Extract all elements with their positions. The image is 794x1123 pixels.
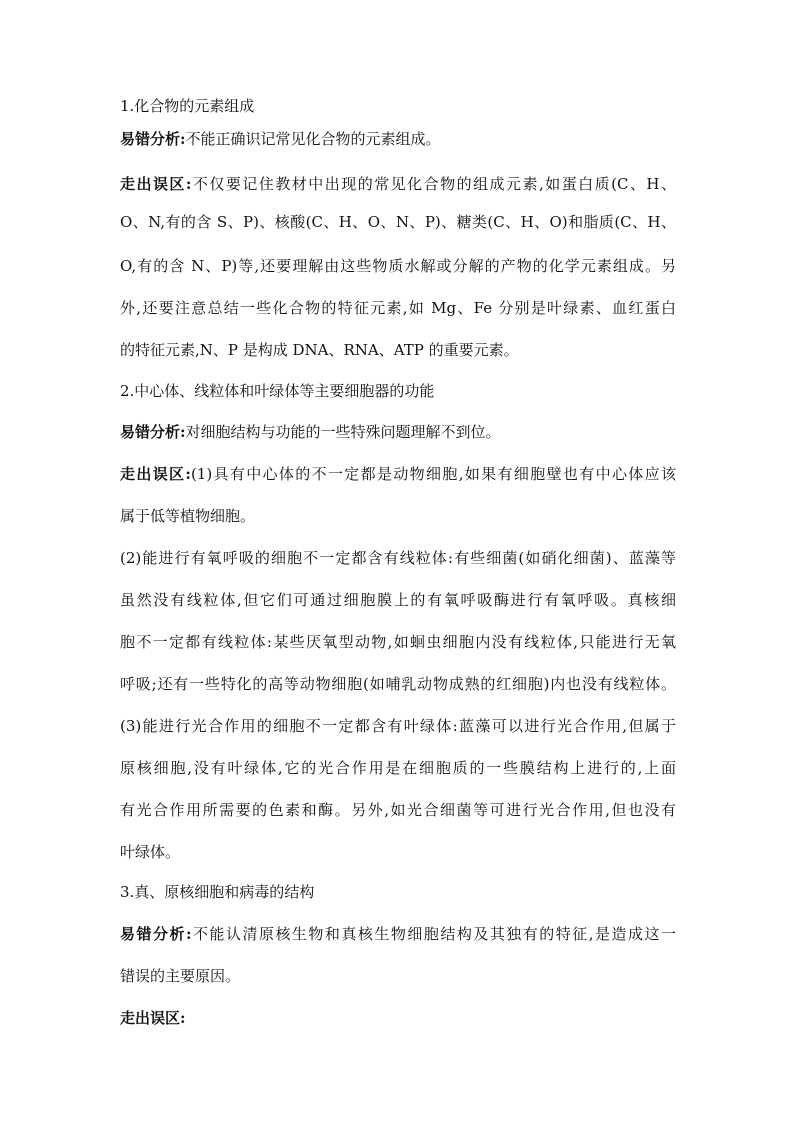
section-3-analysis-line-2: 错误的主要原因。 xyxy=(120,967,241,985)
section-2-correction-line-4: 虽然没有线粒体,但它们可通过细胞膜上的有氧呼吸酶进行有氧呼吸。真核细 xyxy=(120,591,676,609)
section-2-correction-line-10: 叶绿体。 xyxy=(120,843,181,861)
section-1-correction-line-2: O、N,有的含 S、P)、核酸(C、H、O、N、P)、糖类(C、H、O)和脂质(C、H、 xyxy=(120,213,676,231)
section-3-correction xyxy=(120,1008,186,1028)
section-2-correction-line-2: 属于低等植物细胞。 xyxy=(120,507,256,525)
section-2-correction-line-1: 走出误区:(1)具有中心体的不一定都是动物细胞,如果有细胞壁也有中心体应该 xyxy=(120,465,676,483)
section-2-correction-line-6: 呼吸;还有一些特化的高等动物细胞(如哺乳动物成熟的红细胞)内也没有线粒体。 xyxy=(120,675,676,693)
section-1-correction-line-1: 走出误区:不仅要记住教材中出现的常见化合物的组成元素,如蛋白质(C、H、 xyxy=(120,175,676,193)
section-1-heading: 1.化合物的元素组成 xyxy=(120,97,255,115)
section-2-heading: 2.中心体、线粒体和叶绿体等主要细胞器的功能 xyxy=(120,382,435,400)
section-1-correction-line-4: 外,还要注意总结一些化合物的特征元素,如 Mg、Fe 分别是叶绿素、血红蛋白 xyxy=(120,299,676,317)
analysis-text: 不能正确识记常见化合物的元素组成。 xyxy=(185,130,441,148)
section-2-correction-line-9: 有光合作用所需要的色素和酶。另外,如光合细菌等可进行光合作用,但也没有 xyxy=(120,801,676,819)
section-2-correction-line-7: (3)能进行光合作用的细胞不一定都含有叶绿体:蓝藻可以进行光合作用,但属于 xyxy=(120,717,676,735)
correction-label: 走出误区: xyxy=(120,175,192,193)
section-1-correction-line-5: 的特征元素,N、P 是构成 DNA、RNA、ATP 的重要元素。 xyxy=(120,341,519,359)
analysis-label: 易错分析: xyxy=(120,130,186,148)
section-2-correction-line-8: 原核细胞,没有叶绿体,它的光合作用是在细胞质的一些膜结构上进行的,上面 xyxy=(120,759,676,777)
correction-label: 走出误区: xyxy=(120,1009,186,1027)
analysis-label: 易错分析: xyxy=(120,925,192,943)
section-2-analysis xyxy=(120,422,501,442)
section-3-analysis-line-1: 易错分析:不能认清原核生物和真核生物细胞结构及其独有的特征,是造成这一 xyxy=(120,925,676,943)
section-1-correction-line-3: O,有的含 N、P)等,还要理解由这些物质水解或分解的产物的化学元素组成。另 xyxy=(120,257,676,275)
section-1-analysis xyxy=(120,129,441,149)
correction-label: 走出误区: xyxy=(120,465,191,483)
section-2-correction-line-5: 胞不一定都有线粒体:某些厌氧型动物,如蛔虫细胞内没有线粒体,只能进行无氧 xyxy=(120,633,676,651)
section-2-correction-line-3: (2)能进行有氧呼吸的细胞不一定都含有线粒体:有些细菌(如硝化细菌)、蓝藻等 xyxy=(120,549,676,567)
analysis-text: 对细胞结构与功能的一些特殊问题理解不到位。 xyxy=(185,423,501,441)
analysis-label: 易错分析: xyxy=(120,423,186,441)
section-3-heading: 3.真、原核细胞和病毒的结构 xyxy=(120,883,315,901)
